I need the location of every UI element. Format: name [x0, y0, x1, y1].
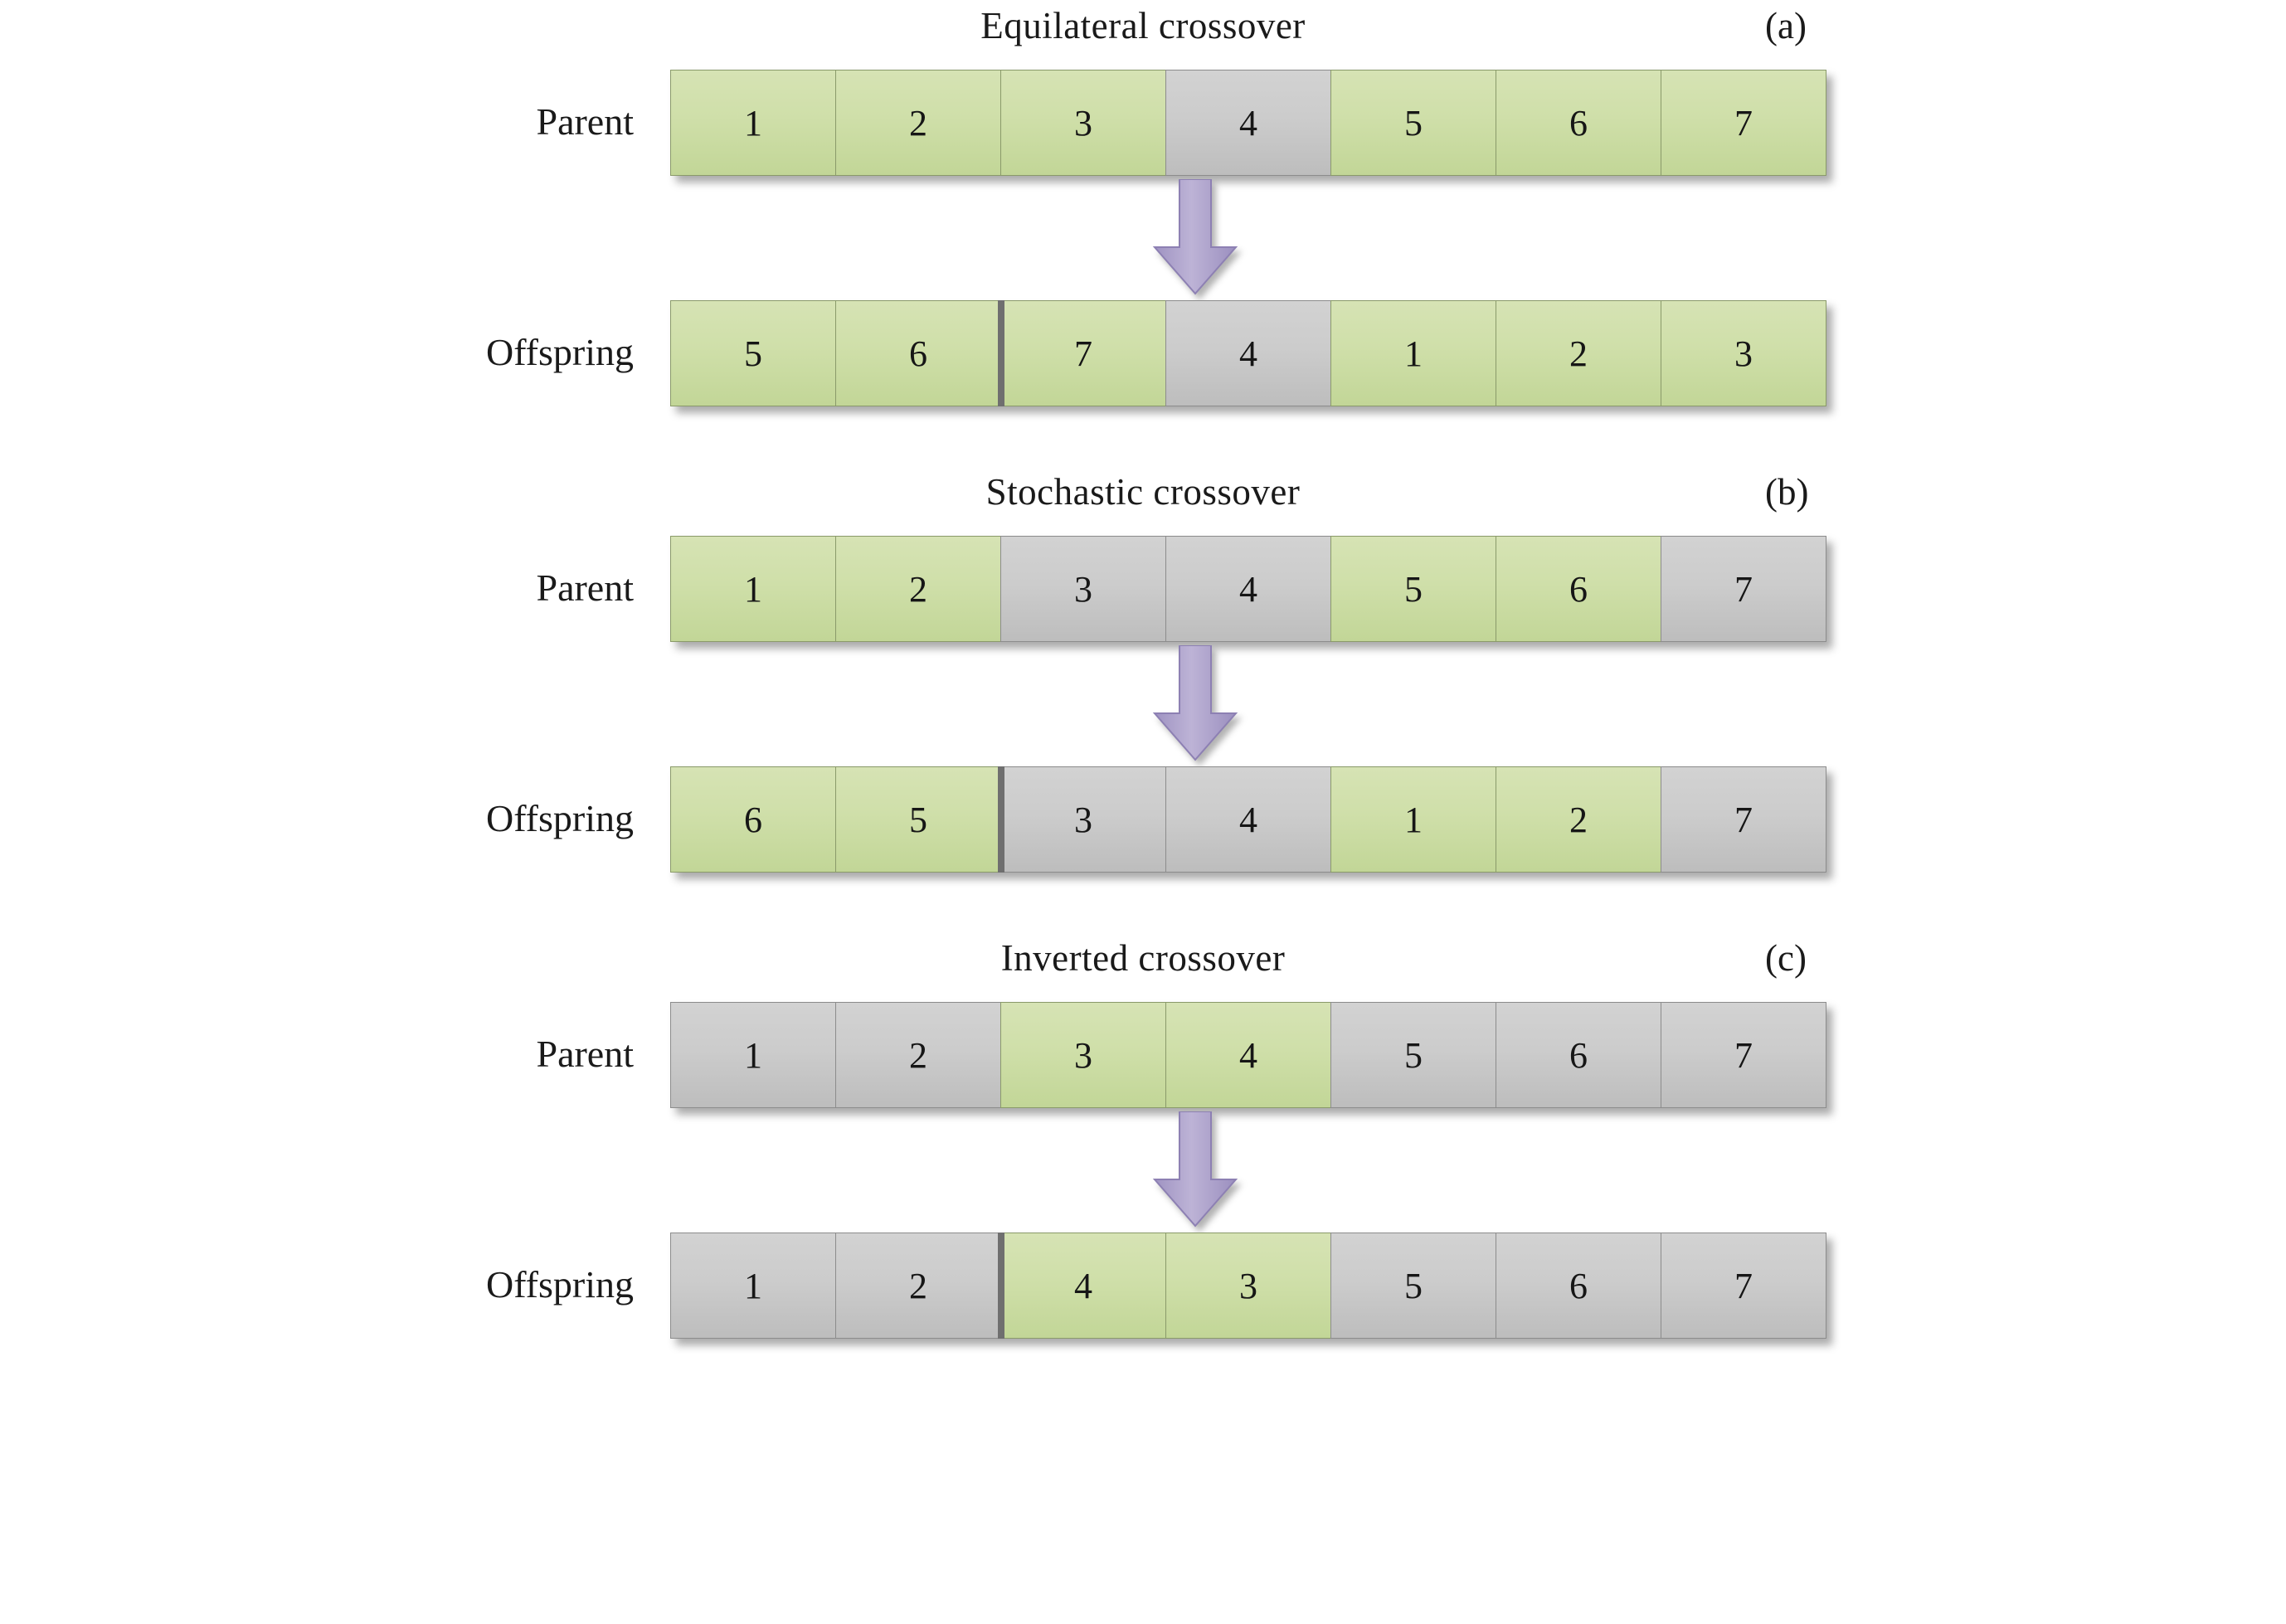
- gene-cell: 6: [1496, 1233, 1661, 1339]
- offspring-chromosome: [670, 300, 1826, 406]
- down-arrow-icon: [1150, 179, 1241, 299]
- gene-cell: 3: [1000, 766, 1166, 873]
- gene-cell: 3: [1165, 1233, 1331, 1339]
- parent-row: [0, 992, 2286, 1116]
- gene-cell: 5: [835, 766, 1001, 873]
- transform-arrow-wrap: [0, 650, 2286, 756]
- gene-cell: 3: [1661, 300, 1826, 406]
- gene-cell: 4: [1000, 1233, 1166, 1339]
- panel-tag: (a): [1765, 5, 1807, 46]
- gene-cell: 3: [1000, 1002, 1166, 1108]
- panel-header: [0, 0, 2286, 60]
- gene-cell: 6: [1496, 1002, 1661, 1108]
- gene-cell: 1: [670, 536, 836, 642]
- parent-label: Parent: [536, 1033, 634, 1075]
- gene-cell: 5: [1330, 536, 1496, 642]
- panel-inverted-crossover: [0, 932, 2286, 1347]
- gene-cell: 4: [1165, 1002, 1331, 1108]
- down-arrow-icon: [1150, 1111, 1241, 1232]
- gene-cell: 4: [1165, 536, 1331, 642]
- offspring-label: Offspring: [485, 331, 634, 373]
- gene-cell: 1: [1330, 300, 1496, 406]
- gene-cell: 7: [1000, 300, 1166, 406]
- gene-cell: 5: [670, 300, 836, 406]
- gene-cell: 1: [670, 1233, 836, 1339]
- gene-cell: 5: [1330, 1233, 1496, 1339]
- gene-cell: 6: [670, 766, 836, 873]
- gene-cell: 7: [1661, 536, 1826, 642]
- parent-label: Parent: [536, 566, 634, 609]
- gene-cell: 5: [1330, 70, 1496, 176]
- gene-cell: 4: [1165, 766, 1331, 873]
- down-arrow-icon: [1150, 645, 1241, 766]
- gene-cell: 2: [1496, 766, 1661, 873]
- parent-chromosome: [670, 70, 1826, 176]
- offspring-row: [0, 1223, 2286, 1347]
- offspring-row: [0, 290, 2286, 415]
- parent-label: Parent: [536, 100, 634, 143]
- gene-cell: 2: [835, 536, 1001, 642]
- panel-title: Equilateral crossover: [980, 5, 1306, 46]
- gene-cell: 6: [1496, 536, 1661, 642]
- parent-chromosome: [670, 1002, 1826, 1108]
- panel-title: Stochastic crossover: [985, 471, 1301, 513]
- panel-gap: [0, 881, 2286, 932]
- gene-cell: 2: [835, 70, 1001, 176]
- offspring-label: Offspring: [485, 797, 634, 839]
- offspring-row: [0, 756, 2286, 881]
- gene-cell: 6: [835, 300, 1001, 406]
- panel-stochastic-crossover: [0, 466, 2286, 881]
- panel-header: [0, 466, 2286, 526]
- gene-cell: 3: [1000, 536, 1166, 642]
- transform-arrow-wrap: [0, 184, 2286, 290]
- gene-cell: 7: [1661, 1002, 1826, 1108]
- gene-cell: 4: [1165, 300, 1331, 406]
- gene-cell: 1: [670, 70, 836, 176]
- gene-cell: 5: [1330, 1002, 1496, 1108]
- gene-cell: 1: [1330, 766, 1496, 873]
- panel-header: [0, 932, 2286, 992]
- gene-cell: 4: [1165, 70, 1331, 176]
- parent-row: [0, 60, 2286, 184]
- gene-cell: 7: [1661, 766, 1826, 873]
- panel-title: Inverted crossover: [1000, 937, 1286, 979]
- gene-cell: 6: [1496, 70, 1661, 176]
- offspring-chromosome: [670, 766, 1826, 873]
- gene-cell: 2: [835, 1002, 1001, 1108]
- transform-arrow-wrap: [0, 1116, 2286, 1223]
- gene-cell: 2: [835, 1233, 1001, 1339]
- gene-cell: 1: [670, 1002, 836, 1108]
- offspring-chromosome: [670, 1233, 1826, 1339]
- panel-tag: (b): [1765, 471, 1809, 513]
- panel-equilateral-crossover: [0, 0, 2286, 415]
- gene-cell: 2: [1496, 300, 1661, 406]
- parent-chromosome: [670, 536, 1826, 642]
- parent-row: [0, 526, 2286, 650]
- gene-cell: 7: [1661, 70, 1826, 176]
- gene-cell: 7: [1661, 1233, 1826, 1339]
- panel-tag: (c): [1765, 937, 1807, 979]
- gene-cell: 3: [1000, 70, 1166, 176]
- panel-gap: [0, 415, 2286, 466]
- offspring-label: Offspring: [485, 1263, 634, 1306]
